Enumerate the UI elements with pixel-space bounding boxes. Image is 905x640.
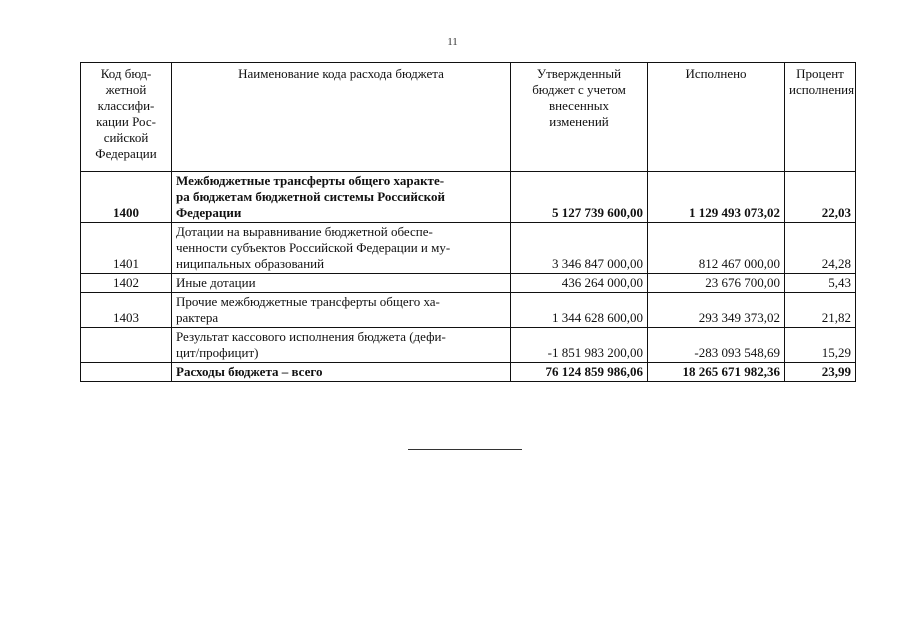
row-name: Прочие межбюджетные трансферты общего ха- рактера xyxy=(172,293,511,328)
table-row-total xyxy=(81,363,856,382)
row-code xyxy=(81,363,172,382)
row-name: Межбюджетные трансферты общего характе- ра бюджетам бюджетной системы Российской Федерации xyxy=(172,172,511,223)
row-code: 1401 xyxy=(81,223,172,274)
table-row xyxy=(81,274,856,293)
row-percent: 24,28 xyxy=(785,223,856,274)
row-code xyxy=(81,328,172,363)
row-approved: 1 344 628 600,00 xyxy=(511,293,648,328)
header-executed: Исполнено xyxy=(648,63,785,172)
row-name: Расходы бюджета – всего xyxy=(172,363,511,382)
row-code: 1402 xyxy=(81,274,172,293)
budget-expenditure-table xyxy=(80,62,856,382)
table-row xyxy=(81,328,856,363)
row-executed: 18 265 671 982,36 xyxy=(648,363,785,382)
row-approved: 3 346 847 000,00 xyxy=(511,223,648,274)
header-budget-classification-code: Код бюд- жетной классифи- кации Рос- сийской Федерации xyxy=(81,63,172,172)
row-approved: 76 124 859 986,06 xyxy=(511,363,648,382)
row-approved: 436 264 000,00 xyxy=(511,274,648,293)
row-executed: 293 349 373,02 xyxy=(648,293,785,328)
row-code: 1403 xyxy=(81,293,172,328)
row-approved: 5 127 739 600,00 xyxy=(511,172,648,223)
row-percent: 5,43 xyxy=(785,274,856,293)
row-percent: 21,82 xyxy=(785,293,856,328)
table-row xyxy=(81,293,856,328)
row-name: Иные дотации xyxy=(172,274,511,293)
row-executed: -283 093 548,69 xyxy=(648,328,785,363)
row-executed: 23 676 700,00 xyxy=(648,274,785,293)
header-approved-budget: Утвержденный бюджет с учетом внесенных изменений xyxy=(511,63,648,172)
row-percent: 23,99 xyxy=(785,363,856,382)
page-number: 11 xyxy=(447,36,458,48)
row-percent: 22,03 xyxy=(785,172,856,223)
row-name: Дотации на выравнивание бюджетной обеспе- ченности субъектов Российской Федерации и му- ниципальных образований xyxy=(172,223,511,274)
header-expense-code-name: Наименование кода расхода бюджета xyxy=(172,63,511,172)
table-row xyxy=(81,223,856,274)
row-executed: 812 467 000,00 xyxy=(648,223,785,274)
header-execution-percent: Процент исполнения xyxy=(785,63,856,172)
row-code: 1400 xyxy=(81,172,172,223)
table-header-row xyxy=(81,63,856,172)
row-name: Результат кассового исполнения бюджета (дефи- цит/профицит) xyxy=(172,328,511,363)
row-percent: 15,29 xyxy=(785,328,856,363)
row-approved: -1 851 983 200,00 xyxy=(511,328,648,363)
table-row xyxy=(81,172,856,223)
row-executed: 1 129 493 073,02 xyxy=(648,172,785,223)
end-of-document-rule xyxy=(408,449,522,450)
